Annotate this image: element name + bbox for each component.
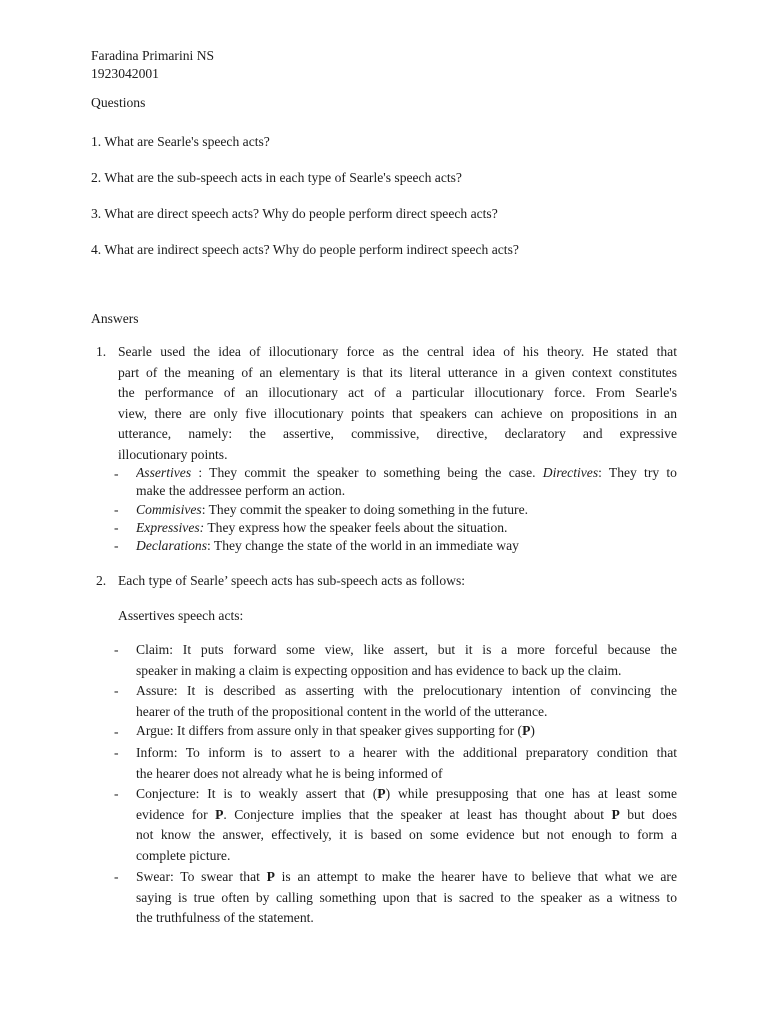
- bullet-claim: [136, 640, 677, 681]
- bullet-line: Inform: To inform is to assert to a hearer with the additional preparatory condition that: [136, 745, 677, 760]
- answer-1-line: view, there are only five illocutionary points that speakers can achieve on propositions in an: [118, 405, 677, 421]
- answer-2-number: 2.: [96, 573, 107, 588]
- question-4: 4. What are indirect speech acts? Why do people perform indirect speech acts?: [91, 242, 519, 257]
- bullet-dash: -: [114, 724, 119, 739]
- bullet-assertives: [136, 464, 677, 500]
- bullet-line: the truthfulness of the statement.: [136, 910, 314, 926]
- bullet-text: They express how the speaker feels about the situation.: [204, 520, 508, 535]
- bullet-text: evidence for: [136, 806, 216, 822]
- bullet-dash: -: [114, 466, 119, 481]
- bullet-expressives: [136, 519, 507, 537]
- bullet-declarations: [136, 537, 519, 555]
- student-id: 1923042001: [91, 66, 159, 81]
- bullet-line: [136, 805, 677, 826]
- bullet-dash: -: [114, 520, 119, 535]
- bullet-dash: -: [114, 502, 119, 517]
- bullet-dash: -: [114, 642, 119, 657]
- questions-heading: Questions: [91, 95, 146, 110]
- bullet-text: : They change the state of the world in an immediate way: [206, 538, 519, 553]
- assertives-subheading: Assertives speech acts:: [118, 608, 244, 623]
- bullet-argue: [136, 722, 535, 740]
- answer-1-line: the performance of an illocutionary act of a particular illocutionary force. From Searle's: [118, 385, 677, 401]
- bullet-text: is an attempt to make the hearer have to believe that what we are: [274, 869, 677, 884]
- bullet-line: hearer of the truth of the propositional content in the world of the utterance.: [136, 703, 548, 719]
- bullet-line: Assure: It is described as asserting with the prelocutionary intention of convincing the: [136, 683, 677, 698]
- proposition-p: P: [522, 723, 531, 738]
- bullet-text: : They commit the speaker to doing something in the future.: [201, 502, 529, 517]
- bullet-line: Claim: It puts forward some view, like assert, but it is a more forceful because the: [136, 642, 677, 657]
- bullet-text: : They commit the speaker to something being the case.: [191, 465, 543, 480]
- answer-1-line: illocutionary points.: [118, 446, 228, 462]
- proposition-p: P: [215, 806, 224, 822]
- bullet-line: [136, 784, 677, 805]
- bullet-line: speaker in making a claim is expecting opposition and has evidence to back up the claim.: [136, 662, 622, 678]
- bullet-dash: -: [114, 683, 119, 698]
- question-1: 1. What are Searle's speech acts?: [91, 134, 270, 149]
- term-directives: Directives: [542, 465, 599, 480]
- term-expressives: Expressives:: [136, 520, 205, 535]
- answer-1-line: Searle used the idea of illocutionary force as the central idea of his theory. He stated that: [118, 344, 677, 359]
- bullet-line: [136, 867, 677, 888]
- bullet-assure: [136, 681, 677, 722]
- proposition-p: P: [266, 869, 275, 884]
- bullet-dash: -: [114, 538, 119, 553]
- author-name: Faradina Primarini NS: [91, 48, 215, 63]
- term-declarations: Declarations: [136, 538, 207, 553]
- bullet-dash: -: [114, 786, 119, 801]
- bullet-text: : They try to: [598, 465, 677, 480]
- answer-2-intro: Each type of Searle’ speech acts has sub-speech acts as follows:: [118, 573, 466, 588]
- term-assertives: Assertives: [136, 465, 192, 480]
- answer-1-line: part of the meaning of an elementary is that its literal utterance in a given context constitutes: [118, 364, 677, 380]
- bullet-text: Swear: To swear that: [136, 869, 267, 884]
- bullet-swear: [136, 867, 677, 929]
- bullet-commisives: [136, 501, 528, 519]
- bullet-text: Conjecture: It is to weakly assert that (: [136, 786, 378, 801]
- bullet-text: ): [530, 723, 535, 738]
- bullet-text: Argue: It differs from assure only in that speaker gives supporting for (: [136, 723, 523, 738]
- bullet-line: not know the answer, effectively, it is based on some evidence but not enough to form a: [136, 827, 677, 843]
- bullet-dash: -: [114, 745, 119, 760]
- bullet-text: ) while presupposing that one has at least some: [385, 786, 677, 801]
- bullet-line: make the addressee perform an action.: [136, 483, 346, 498]
- bullet-line: complete picture.: [136, 847, 231, 863]
- answer-1-number: 1.: [96, 344, 107, 359]
- bullet-text: . Conjecture implies that the speaker at least has thought about: [223, 806, 612, 822]
- bullet-text: but does: [619, 806, 677, 822]
- question-2: 2. What are the sub-speech acts in each type of Searle's speech acts?: [91, 170, 462, 185]
- term-commisives: Commisives: [136, 502, 202, 517]
- answer-1-paragraph: [118, 342, 677, 466]
- proposition-p: P: [377, 786, 386, 801]
- bullet-line: saying is true often by calling something upon that is sacred to the speaker as a witness to: [136, 889, 677, 905]
- bullet-inform: [136, 743, 677, 784]
- bullet-line: the hearer does not already what he is being informed of: [136, 765, 443, 781]
- bullet-line: [136, 464, 677, 482]
- bullet-dash: -: [114, 869, 119, 884]
- proposition-p: P: [611, 806, 620, 822]
- answers-heading: Answers: [91, 311, 139, 326]
- bullet-conjecture: [136, 784, 677, 866]
- answer-1-line: utterance, namely: the assertive, commissive, directive, declaratory and expressive: [118, 426, 677, 442]
- question-3: 3. What are direct speech acts? Why do people perform direct speech acts?: [91, 206, 498, 221]
